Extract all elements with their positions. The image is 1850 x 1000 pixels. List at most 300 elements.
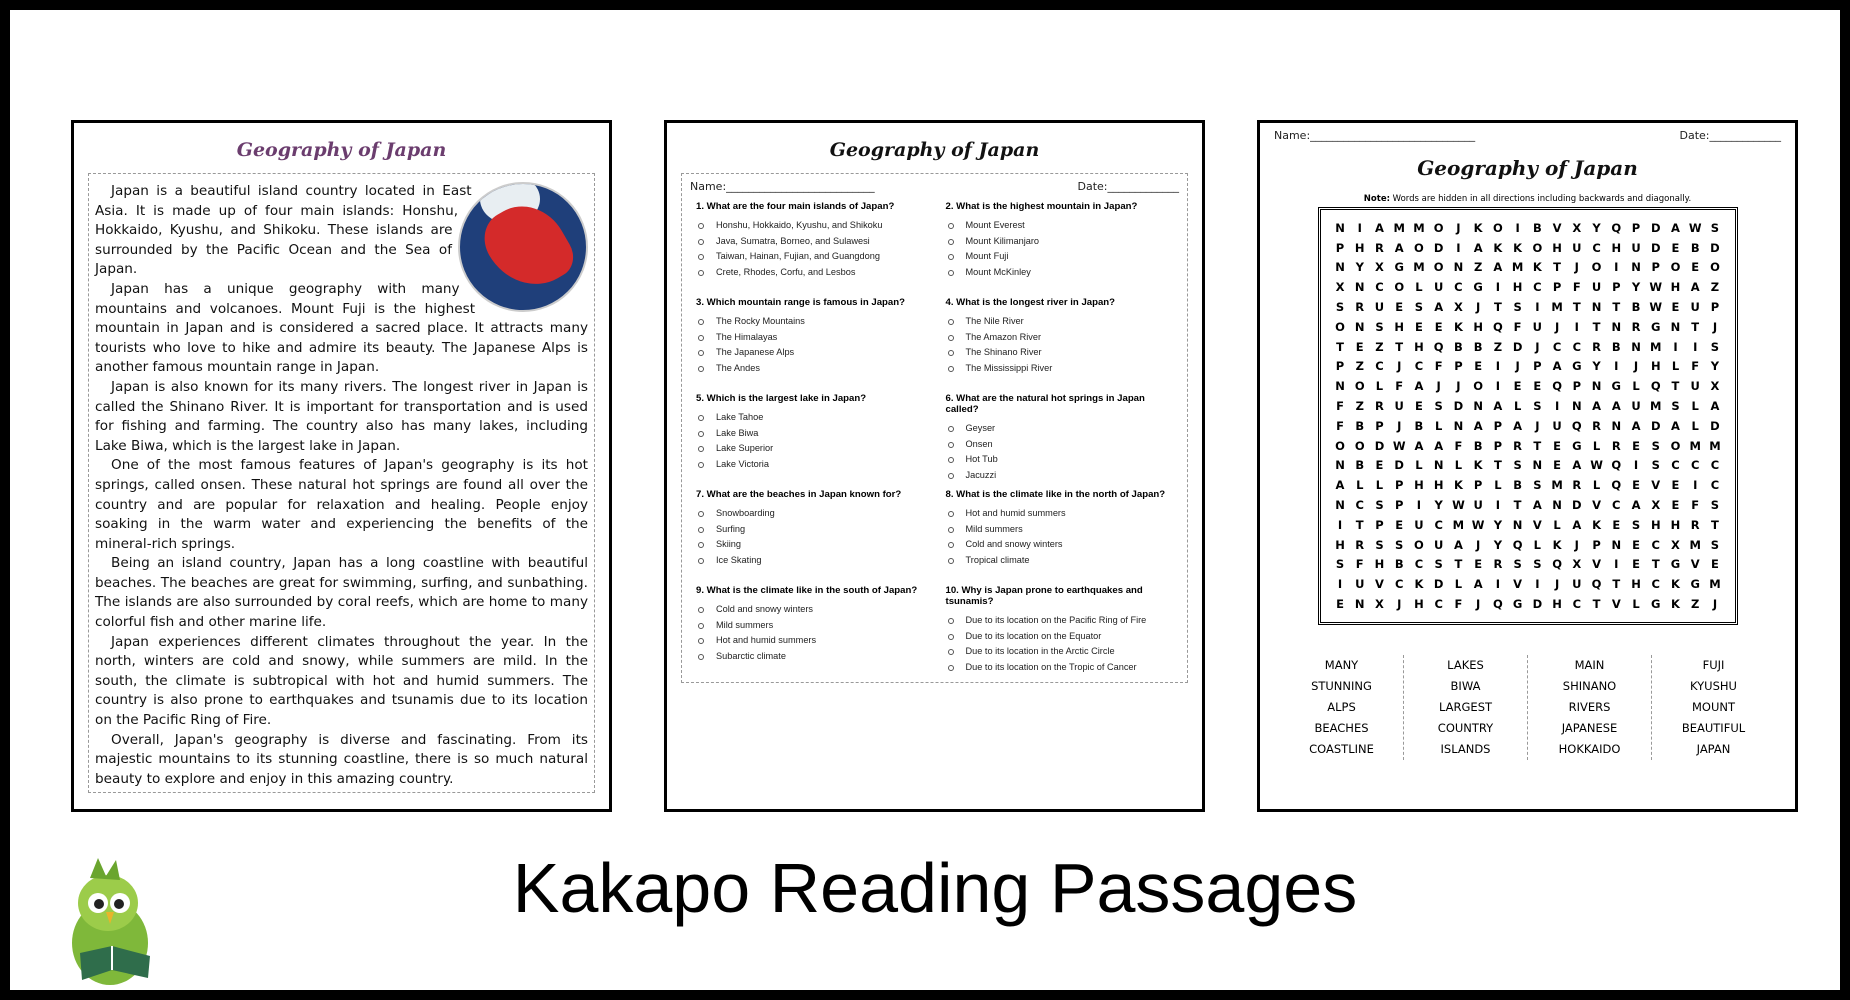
grid-letter: B — [1513, 478, 1522, 493]
grid-letter: C — [1394, 577, 1404, 592]
grid-letter: N — [1591, 300, 1602, 315]
grid-letter: S — [1651, 438, 1660, 453]
grid-letter: R — [1513, 438, 1523, 453]
grid-letter: J — [1456, 379, 1461, 394]
answer-option[interactable]: Mild summers — [690, 620, 930, 636]
grid-letter: S — [1710, 537, 1720, 552]
search-word: FUJI — [1702, 657, 1725, 672]
grid-letter: Z — [1473, 260, 1483, 275]
grid-letter: O — [1710, 260, 1720, 275]
passage-paragraph: One of the most famous features of Japan's geography is its hot springs, called onsen. These natural hot springs are found all over the country and are popular for relaxation and healing. People enjoy soaking in the warm water and experiencing the benefits of the mineral-rich springs. — [95, 457, 588, 552]
grid-letter: P — [1335, 359, 1345, 374]
answer-option[interactable]: Cold and snowy winters — [940, 539, 1180, 555]
grid-letter: U — [1434, 280, 1444, 295]
grid-letter: L — [1415, 280, 1423, 295]
grid-letter: C — [1434, 597, 1443, 612]
search-word: HOKKAIDO — [1558, 741, 1621, 756]
word-column — [1280, 655, 1404, 760]
grid-letter: S — [1533, 399, 1542, 414]
search-word: BEAUTIFUL — [1681, 720, 1746, 735]
grid-letter: L — [1671, 359, 1680, 374]
letter-grid — [1318, 207, 1738, 625]
grid-letter: Y — [1355, 260, 1364, 275]
question-item — [940, 197, 1180, 293]
grid-row — [1331, 396, 1725, 416]
grid-letter: T — [1671, 379, 1680, 394]
grid-letter: V — [1532, 517, 1542, 532]
grid-letter: A — [1473, 418, 1483, 433]
answer-option[interactable]: Mount Kilimanjaro — [940, 236, 1180, 252]
answer-option[interactable]: Lake Victoria — [690, 459, 930, 475]
grid-letter: I — [1495, 577, 1501, 592]
answer-option[interactable]: Geyser — [940, 423, 1180, 439]
grid-letter: A — [1572, 517, 1582, 532]
grid-letter: G — [1572, 359, 1582, 374]
question-item — [940, 389, 1180, 485]
grid-letter: B — [1631, 300, 1641, 315]
grid-letter: O — [1532, 240, 1543, 255]
grid-letter: I — [1495, 379, 1501, 394]
search-word: COUNTRY — [1437, 720, 1494, 735]
grid-letter: D — [1433, 577, 1444, 592]
search-word: KYUSHU — [1690, 678, 1737, 693]
answer-option[interactable]: Ice Skating — [690, 555, 930, 571]
grid-letter: N — [1611, 319, 1622, 334]
grid-letter: S — [1375, 498, 1384, 513]
answer-option[interactable]: Surfing — [690, 524, 930, 540]
grid-letter: L — [1592, 478, 1601, 493]
grid-letter: C — [1552, 339, 1562, 354]
answer-option[interactable]: The Nile River — [940, 316, 1180, 332]
grid-letter: X — [1651, 498, 1661, 513]
grid-letter: A — [1434, 300, 1444, 315]
grid-letter: O — [1335, 319, 1345, 334]
grid-letter: L — [1533, 537, 1541, 552]
grid-letter: I — [1495, 280, 1501, 295]
grid-letter: N — [1473, 399, 1483, 414]
grid-letter: A — [1414, 438, 1424, 453]
grid-row — [1331, 357, 1725, 377]
grid-letter: L — [1375, 478, 1384, 493]
grid-letter: X — [1335, 280, 1345, 295]
search-word: JAPAN — [1696, 741, 1731, 756]
grid-letter: X — [1572, 557, 1582, 572]
grid-letter: H — [1433, 478, 1444, 493]
grid-letter: Y — [1493, 537, 1503, 552]
grid-letter: H — [1414, 478, 1424, 493]
grid-letter: H — [1414, 597, 1424, 612]
grid-letter: L — [1553, 517, 1561, 532]
grid-letter: G — [1690, 577, 1700, 592]
grid-letter: T — [1395, 339, 1404, 354]
grid-letter: C — [1414, 557, 1424, 572]
answer-option[interactable]: Jacuzzi — [940, 470, 1180, 486]
grid-letter: B — [1355, 418, 1365, 433]
grid-letter: J — [1476, 597, 1481, 612]
answer-option[interactable]: Subarctic climate — [690, 651, 930, 667]
grid-letter: P — [1651, 260, 1660, 275]
grid-letter: N — [1631, 260, 1641, 275]
grid-letter: C — [1375, 359, 1384, 374]
grid-letter: O — [1394, 280, 1405, 295]
word-column — [1652, 655, 1775, 760]
grid-letter: B — [1611, 339, 1621, 354]
grid-letter: A — [1493, 399, 1503, 414]
question-item — [940, 485, 1180, 581]
question-text: 6. What are the natural hot springs in Japan called? — [945, 393, 1145, 415]
grid-letter: C — [1355, 498, 1364, 513]
grid-letter: N — [1433, 458, 1444, 473]
answer-option[interactable]: Mount Fuji — [940, 251, 1180, 267]
grid-row — [1331, 238, 1725, 258]
grid-letter: X — [1671, 537, 1680, 552]
grid-letter: R — [1375, 240, 1384, 255]
grid-letter: A — [1552, 359, 1562, 374]
quiz-page — [664, 120, 1205, 812]
grid-letter: K — [1513, 240, 1523, 255]
grid-letter: N — [1335, 379, 1345, 394]
grid-letter: H — [1394, 319, 1405, 334]
grid-letter: A — [1671, 220, 1680, 235]
answer-option[interactable]: Lake Biwa — [690, 428, 930, 444]
answer-option[interactable]: Hot and humid summers — [690, 635, 930, 651]
answer-option[interactable]: The Rocky Mountains — [690, 316, 930, 332]
question-text: 1. What are the four main islands of Japan? — [696, 201, 895, 212]
grid-letter: N — [1512, 517, 1523, 532]
grid-letter: T — [1691, 319, 1700, 334]
question-text: 5. Which is the largest lake in Japan? — [696, 393, 867, 404]
grid-letter: C — [1414, 359, 1424, 374]
grid-row — [1331, 277, 1725, 297]
answer-option[interactable]: Cold and snowy winters — [690, 604, 930, 620]
grid-letter: P — [1572, 379, 1582, 394]
passage-paragraph: Japan is also known for its many rivers. The longest river in Japan is called the Shinano River. It is important for transportation and is used for fishing and farming. The country also has many lakes, including Lake Biwa, which is the largest lake in Japan. — [95, 378, 588, 454]
grid-letter: G — [1611, 379, 1621, 394]
grid-letter: C — [1434, 517, 1443, 532]
grid-letter: K — [1532, 260, 1542, 275]
grid-letter: N — [1631, 339, 1641, 354]
grid-letter: S — [1434, 557, 1443, 572]
grid-letter: H — [1512, 280, 1523, 295]
grid-letter: T — [1553, 260, 1561, 275]
grid-letter: O — [1492, 220, 1503, 235]
grid-letter: I — [1614, 260, 1619, 275]
grid-letter: D — [1394, 458, 1404, 473]
grid-letter: H — [1650, 359, 1661, 374]
search-word: ISLANDS — [1440, 741, 1491, 756]
grid-letter: C — [1592, 240, 1601, 255]
grid-letter: V — [1513, 577, 1523, 592]
answer-option[interactable]: Honshu, Hokkaido, Kyushu, and Shikoku — [690, 220, 930, 236]
grid-letter: B — [1394, 557, 1404, 572]
grid-letter: L — [1435, 418, 1443, 433]
grid-letter: G — [1512, 597, 1523, 612]
grid-letter: J — [1633, 359, 1639, 374]
grid-letter: E — [1355, 339, 1364, 354]
grid-letter: W — [1392, 438, 1406, 453]
grid-letter: Y — [1434, 498, 1443, 513]
grid-letter: X — [1375, 597, 1384, 612]
grid-letter: T — [1572, 300, 1581, 315]
answer-option[interactable]: The Amazon River — [940, 332, 1180, 348]
grid-letter: E — [1632, 438, 1640, 453]
grid-letter: F — [1454, 438, 1463, 453]
grid-letter: A — [1473, 240, 1483, 255]
grid-letter: I — [1416, 498, 1422, 513]
answer-option[interactable]: The Himalayas — [690, 332, 930, 348]
grid-letter: W — [1688, 220, 1702, 235]
grid-letter: R — [1355, 300, 1365, 315]
grid-letter: E — [1513, 379, 1522, 394]
grid-letter: P — [1552, 280, 1562, 295]
grid-letter: V — [1651, 478, 1661, 493]
search-word: RIVERS — [1568, 699, 1611, 714]
grid-letter: M — [1650, 339, 1662, 354]
grid-letter: B — [1414, 418, 1424, 433]
grid-letter: X — [1710, 379, 1720, 394]
question-item — [940, 293, 1180, 389]
question-text: 8. What is the climate like in the north of Japan? — [945, 489, 1166, 500]
answer-option[interactable]: Taiwan, Hainan, Fujian, and Guangdong — [690, 251, 930, 267]
grid-letter: J — [1476, 537, 1481, 552]
answer-option[interactable]: Mild summers — [940, 524, 1180, 540]
passage-paragraph: Japan experiences different climates throughout the year. In the north, winters are cold and snowy, while summers are mild. In the south, the climate is subtropical with hot and humid summers. The country is also prone to earthquakes and tsunamis due to its location on the Pacific Ring of Fire. — [95, 633, 588, 729]
answer-option[interactable]: Mount Everest — [940, 220, 1180, 236]
grid-letter: A — [1532, 498, 1542, 513]
grid-row — [1331, 475, 1725, 495]
grid-letter: K — [1453, 319, 1463, 334]
grid-letter: F — [1513, 319, 1522, 334]
answer-option[interactable]: Hot Tub — [940, 454, 1180, 470]
answer-option[interactable]: Due to its location on the Tropic of Cancer — [940, 662, 1180, 678]
grid-letter: U — [1591, 280, 1602, 295]
answer-option[interactable]: Crete, Rhodes, Corfu, and Lesbos — [690, 267, 930, 283]
grid-letter: C — [1671, 458, 1680, 473]
grid-letter: P — [1533, 359, 1542, 374]
grid-letter: S — [1335, 300, 1345, 315]
grid-row — [1331, 218, 1725, 238]
grid-letter: I — [1515, 220, 1520, 235]
grid-letter: X — [1453, 300, 1463, 315]
answer-option[interactable]: The Shinano River — [940, 347, 1180, 363]
grid-letter: R — [1572, 478, 1582, 493]
grid-letter: E — [1533, 379, 1542, 394]
quiz-box — [681, 173, 1188, 683]
question-text: 4. What is the longest river in Japan? — [945, 297, 1116, 308]
grid-letter: T — [1612, 300, 1621, 315]
grid-letter: P — [1631, 220, 1641, 235]
grid-letter: J — [1456, 220, 1461, 235]
answer-option[interactable]: Tropical climate — [940, 555, 1180, 571]
grid-letter: M — [1650, 399, 1662, 414]
grid-letter: I — [1693, 339, 1698, 354]
grid-letter: I — [1337, 577, 1343, 592]
name-field-label: Name:___________________________ — [690, 180, 875, 193]
grid-letter: F — [1454, 597, 1463, 612]
grid-letter: Y — [1710, 359, 1720, 374]
answer-option[interactable]: Due to its location in the Arctic Circle — [940, 646, 1180, 662]
grid-letter: J — [1397, 359, 1402, 374]
question-text: 2. What is the highest mountain in Japan? — [945, 201, 1138, 212]
grid-letter: T — [1355, 517, 1364, 532]
grid-letter: L — [1592, 438, 1601, 453]
grid-letter: U — [1473, 498, 1483, 513]
grid-letter: D — [1650, 418, 1661, 433]
grid-letter: E — [1336, 597, 1344, 612]
answer-option[interactable]: Due to its location on the Pacific Ring of Fire — [940, 615, 1180, 631]
grid-letter: I — [1357, 220, 1362, 235]
answer-option[interactable]: Skiing — [690, 539, 930, 555]
grid-letter: S — [1671, 399, 1680, 414]
answer-option[interactable]: Lake Tahoe — [690, 412, 930, 428]
grid-letter: I — [1554, 399, 1560, 414]
grid-letter: I — [1614, 359, 1619, 374]
answer-option[interactable]: Mount McKinley — [940, 267, 1180, 283]
answer-option[interactable]: Due to its location on the Equator — [940, 631, 1180, 647]
grid-letter: D — [1453, 399, 1464, 414]
grid-letter: O — [1473, 379, 1484, 394]
name-field-label: Name:______________________________ — [1274, 129, 1476, 142]
grid-letter: A — [1493, 260, 1503, 275]
passage-paragraph: Being an island country, Japan has a long coastline with beautiful beaches. The beaches are great for swimming, surfing, and sunbathing. The islands are also surrounded by coral reefs, which are home to many colorful fish and other marine life. — [95, 555, 588, 631]
grid-letter: O — [1414, 240, 1424, 255]
grid-letter: E — [1671, 498, 1680, 513]
grid-letter: I — [1633, 458, 1639, 473]
grid-row — [1331, 574, 1725, 594]
grid-letter: K — [1671, 597, 1680, 612]
grid-letter: S — [1710, 339, 1720, 354]
grid-letter: P — [1335, 240, 1345, 255]
grid-letter: B — [1355, 458, 1365, 473]
grid-letter: G — [1394, 260, 1404, 275]
grid-letter: Q — [1492, 597, 1503, 612]
grid-row — [1331, 297, 1725, 317]
grid-letter: C — [1572, 339, 1582, 354]
grid-letter: G — [1670, 557, 1681, 572]
grid-letter: S — [1414, 300, 1424, 315]
question-text: 3. Which mountain range is famous in Japan? — [696, 297, 905, 308]
grid-letter: Z — [1355, 399, 1364, 414]
grid-letter: M — [1551, 478, 1563, 493]
question-item — [690, 293, 930, 389]
grid-letter: H — [1631, 577, 1641, 592]
grid-letter: P — [1375, 517, 1384, 532]
grid-letter: U — [1690, 379, 1700, 394]
grid-letter: U — [1552, 418, 1562, 433]
grid-letter: S — [1513, 300, 1522, 315]
grid-letter: E — [1474, 359, 1483, 374]
grid-row — [1331, 436, 1725, 456]
question-item — [940, 581, 1180, 677]
answer-option[interactable]: Hot and humid summers — [940, 508, 1180, 524]
grid-letter: S — [1710, 498, 1720, 513]
grid-letter: U — [1572, 577, 1582, 592]
grid-letter: B — [1454, 339, 1463, 354]
answer-option[interactable]: Onsen — [940, 439, 1180, 455]
grid-letter: E — [1671, 240, 1680, 255]
grid-letter: X — [1572, 220, 1582, 235]
grid-letter: C — [1710, 478, 1720, 493]
grid-letter: Q — [1650, 379, 1661, 394]
grid-letter: H — [1374, 557, 1385, 572]
grid-letter: E — [1691, 260, 1700, 275]
grid-letter: J — [1397, 597, 1402, 612]
grid-letter: N — [1354, 280, 1365, 295]
grid-letter: N — [1453, 260, 1464, 275]
answer-option[interactable]: Lake Superior — [690, 443, 930, 459]
grid-letter: M — [1452, 517, 1465, 532]
grid-letter: L — [1691, 418, 1699, 433]
grid-letter: U — [1532, 319, 1543, 334]
grid-letter: N — [1572, 399, 1582, 414]
grid-letter: V — [1611, 597, 1621, 612]
grid-letter: D — [1374, 438, 1385, 453]
grid-letter: N — [1335, 458, 1345, 473]
grid-letter: A — [1710, 399, 1720, 414]
grid-letter: E — [1612, 517, 1621, 532]
search-word: BIWA — [1450, 678, 1481, 693]
search-word: JAPANESE — [1561, 720, 1618, 735]
grid-letter: I — [1614, 557, 1619, 572]
grid-letter: J — [1436, 379, 1441, 394]
grid-letter: A — [1572, 458, 1582, 473]
grid-letter: E — [1395, 300, 1404, 315]
grid-letter: I — [1574, 319, 1579, 334]
grid-letter: N — [1453, 418, 1464, 433]
grid-letter: C — [1572, 597, 1582, 612]
reading-passage-page — [71, 120, 612, 812]
answer-option[interactable]: Java, Sumatra, Borneo, and Sulawesi — [690, 236, 930, 252]
grid-letter: J — [1712, 597, 1718, 612]
grid-row — [1331, 515, 1725, 535]
grid-letter: A — [1513, 418, 1523, 433]
grid-letter: J — [1574, 537, 1579, 552]
grid-letter: H — [1670, 517, 1681, 532]
grid-row — [1331, 535, 1725, 555]
grid-letter: Y — [1631, 280, 1641, 295]
grid-letter: F — [1336, 399, 1344, 414]
grid-letter: P — [1493, 418, 1503, 433]
search-word: SHINANO — [1562, 678, 1617, 693]
grid-row — [1331, 337, 1725, 357]
japan-globe-image — [458, 182, 588, 312]
grid-letter: P — [1454, 359, 1463, 374]
grid-letter: U — [1414, 517, 1424, 532]
grid-letter: Q — [1571, 418, 1582, 433]
grid-letter: P — [1473, 478, 1483, 493]
grid-row — [1331, 258, 1725, 278]
answer-option[interactable]: The Japanese Alps — [690, 347, 930, 363]
grid-letter: H — [1611, 240, 1622, 255]
grid-letter: A — [1414, 379, 1424, 394]
grid-letter: A — [1335, 478, 1345, 493]
grid-letter: T — [1493, 458, 1502, 473]
grid-letter: O — [1670, 260, 1681, 275]
grid-letter: K — [1473, 458, 1483, 473]
grid-letter: M — [1689, 438, 1701, 453]
grid-letter: J — [1712, 319, 1718, 334]
answer-option[interactable]: Snowboarding — [690, 508, 930, 524]
grid-letter: C — [1651, 537, 1660, 552]
brand-title: Kakapo Reading Passages — [512, 849, 1358, 927]
grid-letter: L — [1494, 478, 1502, 493]
grid-row — [1331, 456, 1725, 476]
answer-option[interactable]: The Mississippi River — [940, 363, 1180, 379]
answer-option[interactable]: The Andes — [690, 363, 930, 379]
grid-letter: A — [1690, 280, 1700, 295]
grid-letter: N — [1591, 379, 1602, 394]
grid-letter: K — [1671, 577, 1680, 592]
